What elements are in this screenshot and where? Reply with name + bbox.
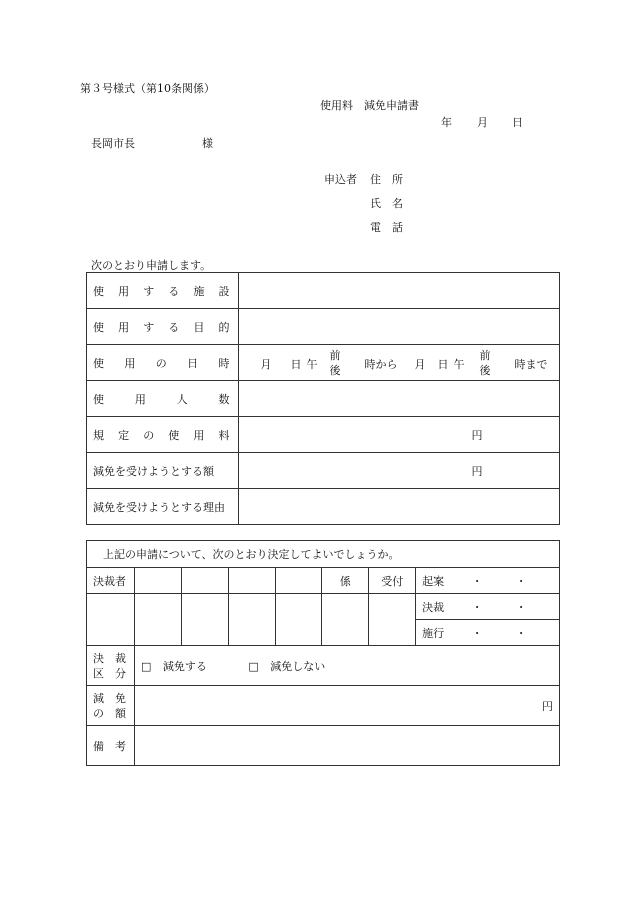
reception-label: 受付 [381, 574, 404, 588]
people-field[interactable] [238, 381, 559, 417]
decision-header-cell [87, 541, 560, 568]
label-char: 数 [218, 392, 230, 406]
approver-column-1 [134, 568, 181, 594]
label-char: 額 [114, 706, 126, 720]
decision-header-text: 上記の申請について、次のとおり決定してよいでしょうか。 [103, 548, 400, 561]
amount-label-top [87, 691, 134, 706]
reduction-amount-label: 減免を受けようとする額 [93, 464, 214, 478]
to-day: 日 [437, 357, 449, 371]
label-char: る [168, 284, 180, 298]
amount-row [87, 686, 560, 726]
from-ampm [330, 348, 341, 378]
label-char: 用 [118, 320, 130, 334]
to-gozen: 午 [453, 357, 465, 371]
row-reduction-reason [87, 489, 560, 525]
label-char: 人 [176, 392, 188, 406]
stamp-box-3[interactable] [228, 594, 275, 646]
purpose-label-cell [87, 309, 239, 345]
from-gozen: 午 [306, 357, 318, 371]
label-char: 減 [93, 691, 104, 705]
label-char: 目 [193, 320, 205, 334]
clerk-cell [322, 568, 369, 594]
label-char: 免 [114, 691, 126, 705]
purpose-label [87, 319, 238, 335]
people-label [87, 391, 238, 407]
row-reduction-amount [87, 453, 560, 489]
label-char: 使 [168, 428, 180, 442]
applicant-name-label: 氏 名 [370, 197, 403, 210]
label-char: 使 [93, 320, 104, 334]
category-label [87, 651, 134, 681]
amount-label-cell [87, 686, 135, 726]
label-char: 用 [124, 356, 136, 370]
remarks-label [87, 738, 134, 754]
amount-unit: 円 [542, 699, 553, 713]
label-char: の [93, 706, 104, 720]
date-day-label: 日 [512, 116, 523, 129]
form-number: 第３号様式（第10条関係） [80, 82, 215, 95]
enforcement-date-dots: ・ ・ [471, 626, 527, 640]
to-ampm-bottom: 後 [479, 363, 491, 377]
approval-date-dots: ・ ・ [471, 600, 527, 614]
clerk-label: 係 [339, 574, 351, 588]
addressee: 長岡市長 [91, 137, 135, 150]
stamp-box-reception[interactable] [369, 594, 416, 646]
stamp-box-4[interactable] [275, 594, 322, 646]
label-char: 規 [93, 428, 104, 442]
label-char: 設 [218, 284, 230, 298]
to-ampm-top: 前 [479, 348, 491, 362]
facility-field[interactable] [238, 273, 559, 309]
to-suffix: 時まで [514, 357, 548, 371]
reduction-amount-label-cell [87, 453, 239, 489]
label-char: 日 [187, 356, 199, 370]
label-char: の [155, 356, 167, 370]
label-char: 料 [218, 428, 230, 442]
label-char: 施 [193, 284, 205, 298]
reduce-option-label: 減免する [162, 659, 207, 673]
date-year-label: 年 [441, 116, 452, 129]
reception-cell [369, 568, 416, 594]
reduce-checkbox[interactable]: □ [140, 659, 152, 673]
stamp-box-clerk[interactable] [322, 594, 369, 646]
no-reduce-checkbox[interactable]: □ [248, 659, 259, 673]
row-purpose [87, 309, 560, 345]
enforcement-date-cell[interactable] [416, 620, 560, 646]
datetime-content [239, 346, 559, 380]
label-char: す [143, 284, 155, 298]
label-char: 使 [93, 356, 104, 370]
label-char: 区 [93, 666, 104, 680]
label-char: 用 [193, 428, 205, 442]
applicant-label: 申込者 [324, 173, 357, 186]
approver-label: 決裁者 [93, 574, 126, 588]
label-char: 用 [134, 392, 146, 406]
row-facility [87, 273, 560, 309]
label-char: す [143, 320, 155, 334]
reduction-reason-label: 減免を受けようとする理由 [93, 500, 225, 514]
enforcement-label: 施行 [422, 626, 445, 640]
from-month: 月 [260, 357, 272, 371]
row-fee [87, 417, 560, 453]
date-month-label: 月 [477, 116, 488, 129]
approver-header-row [87, 568, 560, 594]
facility-label [87, 283, 238, 299]
reduction-reason-label-cell [87, 489, 239, 525]
row-datetime [87, 345, 560, 381]
fee-label-cell [87, 417, 239, 453]
approval-row-1 [87, 594, 560, 620]
category-label-cell [87, 646, 135, 686]
fee-field[interactable] [238, 417, 559, 453]
label-char: 的 [218, 320, 230, 334]
approver-column-4 [275, 568, 322, 594]
approver-column-3 [228, 568, 275, 594]
datetime-field[interactable] [238, 345, 559, 381]
remarks-row [87, 726, 560, 766]
label-char: 分 [114, 666, 126, 680]
label-char: 使 [93, 284, 104, 298]
remarks-field[interactable] [134, 726, 559, 766]
amount-field[interactable] [134, 686, 559, 726]
stamp-box-2[interactable] [181, 594, 228, 646]
stamp-box-1[interactable] [134, 594, 181, 646]
intro-text: 次のとおり申請します。 [91, 259, 212, 272]
from-ampm-bottom: 後 [329, 363, 341, 377]
fee-unit: 円 [471, 428, 483, 442]
datetime-label [87, 355, 238, 371]
applicant-address-label: 住 所 [370, 173, 403, 186]
decision-table [86, 540, 560, 766]
label-char: る [168, 320, 180, 334]
approval-label: 決裁 [422, 600, 445, 614]
form-title: 使用料 減免申請書 [320, 99, 419, 112]
datetime-label-cell [87, 345, 239, 381]
from-day: 日 [290, 357, 302, 371]
category-label-bottom [87, 666, 134, 681]
amount-label-bottom [87, 706, 134, 721]
from-suffix: 時から [364, 357, 398, 371]
category-row [87, 646, 560, 686]
approver-blank-cell [87, 594, 135, 646]
addressee-honorific: 様 [202, 137, 213, 150]
label-char: 定 [118, 428, 130, 442]
facility-label-cell [87, 273, 239, 309]
label-char: 用 [118, 284, 130, 298]
label-char: 備 [93, 739, 104, 753]
to-month: 月 [414, 357, 426, 371]
people-label-cell [87, 381, 239, 417]
applicant-phone-label: 電 話 [370, 221, 403, 234]
fee-label [87, 427, 238, 443]
label-char: 決 [93, 651, 104, 665]
remarks-label-cell [87, 726, 135, 766]
application-table [86, 272, 560, 525]
category-label-top [87, 651, 134, 666]
reduction-amount-unit: 円 [471, 464, 483, 478]
row-people [87, 381, 560, 417]
label-char: 使 [93, 392, 104, 406]
label-char: 裁 [114, 651, 126, 665]
reduction-reason-field[interactable] [238, 489, 559, 525]
reduction-amount-field[interactable] [238, 453, 559, 489]
approver-column-2 [181, 568, 228, 594]
no-reduce-option-label: 減免しない [270, 659, 326, 673]
amount-label [87, 691, 134, 721]
decision-header-row [87, 541, 560, 568]
draft-date-dots: ・ ・ [471, 574, 527, 588]
approval-date-cell[interactable] [416, 594, 560, 620]
label-char: の [143, 428, 155, 442]
label-char: 時 [218, 356, 230, 370]
draft-date-cell[interactable] [416, 568, 560, 594]
category-options-cell [134, 646, 559, 686]
label-char: 考 [114, 739, 126, 753]
from-ampm-top: 前 [329, 348, 341, 362]
purpose-field[interactable] [238, 309, 559, 345]
draft-label: 起案 [422, 574, 445, 588]
to-ampm [480, 348, 491, 378]
approver-label-cell [87, 568, 135, 594]
